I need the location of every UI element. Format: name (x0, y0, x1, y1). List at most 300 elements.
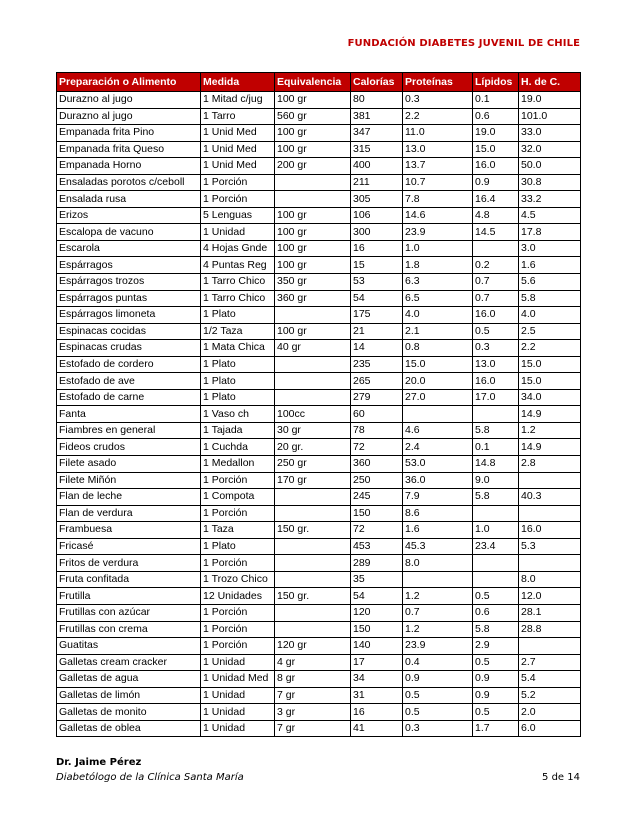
table-cell: 54 (351, 290, 403, 307)
table-row (57, 687, 581, 704)
table-cell (403, 571, 473, 588)
table-cell: 235 (351, 356, 403, 373)
table-cell: Guatitas (57, 638, 201, 655)
table-cell: 10.7 (403, 174, 473, 191)
table-cell: 1 Unid Med (201, 125, 275, 142)
table-cell: 150 (351, 621, 403, 638)
table-cell: 1 Unid Med (201, 158, 275, 175)
table-cell: 0.1 (473, 92, 519, 109)
table-cell: 0.8 (403, 340, 473, 357)
table-cell (275, 307, 351, 324)
table-cell: Galletas de limón (57, 687, 201, 704)
table-cell: Durazno al jugo (57, 108, 201, 125)
food-nutrition-table (56, 72, 581, 737)
table-row (57, 505, 581, 522)
table-cell: 16 (351, 240, 403, 257)
table-cell: 3 gr (275, 704, 351, 721)
table-cell: 23.9 (403, 638, 473, 655)
table-cell: Fiambres en general (57, 422, 201, 439)
table-cell: 1 Unidad (201, 224, 275, 241)
table-cell: 12.0 (519, 588, 581, 605)
table-cell: Empanada frita Pino (57, 125, 201, 142)
table-cell: 19.0 (519, 92, 581, 109)
table-cell: 33.0 (519, 125, 581, 142)
table-row (57, 257, 581, 274)
table-row (57, 588, 581, 605)
table-row (57, 406, 581, 423)
table-cell: 16.4 (473, 191, 519, 208)
table-cell: 41 (351, 720, 403, 737)
table-cell: 100 gr (275, 240, 351, 257)
table-cell (473, 406, 519, 423)
table-cell: 120 gr (275, 638, 351, 655)
column-header: Calorías (351, 73, 403, 92)
table-cell: 14.5 (473, 224, 519, 241)
table-cell: 0.3 (403, 720, 473, 737)
table-cell: 14.8 (473, 456, 519, 473)
table-cell: Frutillas con azúcar (57, 604, 201, 621)
table-cell: 2.8 (519, 456, 581, 473)
table-row (57, 671, 581, 688)
table-cell: Flan de leche (57, 489, 201, 506)
table-cell: 54 (351, 588, 403, 605)
table-cell (275, 356, 351, 373)
table-cell: 23.4 (473, 538, 519, 555)
table-header-row (57, 73, 581, 92)
column-header: Equivalencia (275, 73, 351, 92)
table-cell (275, 604, 351, 621)
table-cell: 15.0 (403, 356, 473, 373)
table-cell: Erizos (57, 207, 201, 224)
table-cell: 106 (351, 207, 403, 224)
table-row (57, 108, 581, 125)
table-row (57, 489, 581, 506)
table-cell: 1 Porción (201, 621, 275, 638)
table-row (57, 604, 581, 621)
table-cell: 2.4 (403, 439, 473, 456)
table-cell: 2.0 (519, 704, 581, 721)
table-row (57, 389, 581, 406)
table-cell: 53 (351, 274, 403, 291)
table-cell (519, 505, 581, 522)
table-cell: 12 Unidades (201, 588, 275, 605)
table-cell: 1 Tarro (201, 108, 275, 125)
table-cell: 78 (351, 422, 403, 439)
table-cell: 0.3 (473, 340, 519, 357)
table-cell (473, 571, 519, 588)
table-row (57, 323, 581, 340)
table-cell: 30.8 (519, 174, 581, 191)
table-cell (275, 505, 351, 522)
table-cell: 8 gr (275, 671, 351, 688)
table-cell: 100 gr (275, 207, 351, 224)
table-row (57, 92, 581, 109)
table-cell: 170 gr (275, 472, 351, 489)
table-cell: Espárragos puntas (57, 290, 201, 307)
table-body (57, 92, 581, 737)
column-header: Preparación o Alimento (57, 73, 201, 92)
table-cell: 1 Plato (201, 538, 275, 555)
table-cell: 72 (351, 522, 403, 539)
table-cell: Ensalada rusa (57, 191, 201, 208)
table-cell (473, 505, 519, 522)
table-cell: 0.5 (473, 654, 519, 671)
table-cell: 5.6 (519, 274, 581, 291)
table-cell: 23.9 (403, 224, 473, 241)
table-cell: 100 gr (275, 224, 351, 241)
table-cell: 4 Hojas Gnde (201, 240, 275, 257)
table-cell: 31 (351, 687, 403, 704)
table-cell: 1 Porción (201, 638, 275, 655)
table-cell: 0.9 (473, 671, 519, 688)
page-number: 5 de 14 (542, 772, 580, 783)
table-cell: 34 (351, 671, 403, 688)
table-row (57, 274, 581, 291)
table-cell: 16.0 (519, 522, 581, 539)
table-row (57, 141, 581, 158)
table-cell: 9.0 (473, 472, 519, 489)
column-header: Medida (201, 73, 275, 92)
table-cell: 305 (351, 191, 403, 208)
table-cell: Galletas de monito (57, 704, 201, 721)
table-cell: 0.4 (403, 654, 473, 671)
table-cell: Empanada Horno (57, 158, 201, 175)
table-cell: Empanada frita Queso (57, 141, 201, 158)
table-cell: 1.2 (403, 621, 473, 638)
table-row (57, 290, 581, 307)
table-cell: 16.0 (473, 307, 519, 324)
table-cell (275, 621, 351, 638)
table-cell: 100cc (275, 406, 351, 423)
table-cell: 17 (351, 654, 403, 671)
table-cell: Frutillas con crema (57, 621, 201, 638)
table-cell: 8.0 (403, 555, 473, 572)
table-cell: 3.0 (519, 240, 581, 257)
table-cell: 45.3 (403, 538, 473, 555)
table-cell: 1/2 Taza (201, 323, 275, 340)
table-row (57, 571, 581, 588)
table-cell: 1 Porción (201, 555, 275, 572)
table-cell: 16.0 (473, 158, 519, 175)
table-cell: Fideos crudos (57, 439, 201, 456)
table-cell: 1 Compota (201, 489, 275, 506)
table-cell: Durazno al jugo (57, 92, 201, 109)
table-cell: 0.9 (473, 687, 519, 704)
table-cell: Frambuesa (57, 522, 201, 539)
table-cell: 453 (351, 538, 403, 555)
table-cell: 6.0 (519, 720, 581, 737)
table-cell (275, 555, 351, 572)
table-cell (519, 638, 581, 655)
table-cell: 150 (351, 505, 403, 522)
table-cell: 1 Unidad Med (201, 671, 275, 688)
table-cell: Estofado de carne (57, 389, 201, 406)
table-cell: 350 gr (275, 274, 351, 291)
table-cell: 150 gr. (275, 522, 351, 539)
table-cell: 0.5 (473, 588, 519, 605)
table-cell (275, 174, 351, 191)
table-cell: 1 Porción (201, 505, 275, 522)
table-cell: 0.1 (473, 439, 519, 456)
table-cell: 60 (351, 406, 403, 423)
table-cell: 35 (351, 571, 403, 588)
table-cell: 101.0 (519, 108, 581, 125)
table-cell: Galletas de agua (57, 671, 201, 688)
table-cell (403, 406, 473, 423)
table-cell: 1.0 (473, 522, 519, 539)
table-cell: 315 (351, 141, 403, 158)
table-cell: 1 Tajada (201, 422, 275, 439)
column-header: H. de C. (519, 73, 581, 92)
table-cell: 36.0 (403, 472, 473, 489)
table-cell (275, 373, 351, 390)
table-cell: 14.9 (519, 439, 581, 456)
table-cell: 0.9 (403, 671, 473, 688)
table-cell: 17.0 (473, 389, 519, 406)
table-cell: 4 gr (275, 654, 351, 671)
table-cell: 6.3 (403, 274, 473, 291)
table-cell: 20.0 (403, 373, 473, 390)
table-cell: 560 gr (275, 108, 351, 125)
table-cell (473, 555, 519, 572)
table-cell: 1 Plato (201, 373, 275, 390)
table-cell: 1 Tarro Chico (201, 290, 275, 307)
table-row (57, 522, 581, 539)
table-cell: 20 gr. (275, 439, 351, 456)
table-cell: 13.0 (473, 356, 519, 373)
table-row (57, 555, 581, 572)
table-row (57, 638, 581, 655)
table-cell: 1 Plato (201, 389, 275, 406)
table-row (57, 472, 581, 489)
footer-author: Dr. Jaime Pérez (56, 757, 142, 768)
table-cell: 1.0 (403, 240, 473, 257)
table-cell: 0.6 (473, 604, 519, 621)
table-row (57, 207, 581, 224)
table-cell: 100 gr (275, 125, 351, 142)
table-cell: 11.0 (403, 125, 473, 142)
table-cell: 4 Puntas Reg (201, 257, 275, 274)
table-cell: 1 Mitad c/jug (201, 92, 275, 109)
table-cell (275, 571, 351, 588)
table-cell: 2.1 (403, 323, 473, 340)
table-row (57, 456, 581, 473)
table-cell: 2.5 (519, 323, 581, 340)
table-cell: Estofado de cordero (57, 356, 201, 373)
table-cell: 17.8 (519, 224, 581, 241)
table-cell: 0.6 (473, 108, 519, 125)
table-cell: 4.8 (473, 207, 519, 224)
table-cell: 27.0 (403, 389, 473, 406)
table-cell: 0.3 (403, 92, 473, 109)
table-row (57, 538, 581, 555)
table-cell: 120 (351, 604, 403, 621)
table-row (57, 654, 581, 671)
table-cell: 15.0 (519, 356, 581, 373)
table-cell: 53.0 (403, 456, 473, 473)
table-cell: 5.8 (519, 290, 581, 307)
table-row (57, 224, 581, 241)
table-cell: 1.2 (403, 588, 473, 605)
table-cell: 2.2 (519, 340, 581, 357)
table-cell: Ensaladas porotos c/ceboll (57, 174, 201, 191)
table-cell: 0.5 (473, 704, 519, 721)
table-cell: 4.0 (519, 307, 581, 324)
table-cell: 4.6 (403, 422, 473, 439)
table-cell: 1 Vaso ch (201, 406, 275, 423)
table-cell: 1.2 (519, 422, 581, 439)
table-cell: Espárragos trozos (57, 274, 201, 291)
table-row (57, 158, 581, 175)
table-cell: 360 gr (275, 290, 351, 307)
table-cell: 1 Unidad (201, 687, 275, 704)
table-cell: 1.7 (473, 720, 519, 737)
table-row (57, 720, 581, 737)
table-cell: 400 (351, 158, 403, 175)
table-cell: 8.6 (403, 505, 473, 522)
table-cell: Fritos de verdura (57, 555, 201, 572)
table-cell: 5.8 (473, 621, 519, 638)
table-cell: 4.0 (403, 307, 473, 324)
table-cell: 0.5 (403, 687, 473, 704)
table-cell: 1 Medallon (201, 456, 275, 473)
table-cell: 13.0 (403, 141, 473, 158)
table-cell: 50.0 (519, 158, 581, 175)
table-cell: 289 (351, 555, 403, 572)
table-cell: 15 (351, 257, 403, 274)
table-cell: 30 gr (275, 422, 351, 439)
footer-role: Diabetólogo de la Clínica Santa María (56, 772, 244, 783)
table-cell: 2.9 (473, 638, 519, 655)
table-cell: 279 (351, 389, 403, 406)
table-cell: Escarola (57, 240, 201, 257)
table-cell: 1 Unidad (201, 720, 275, 737)
table-cell: 100 gr (275, 141, 351, 158)
table-cell: 7 gr (275, 687, 351, 704)
table-cell: 0.7 (403, 604, 473, 621)
table-cell: 0.9 (473, 174, 519, 191)
table-row (57, 356, 581, 373)
table-cell: 0.5 (473, 323, 519, 340)
table-cell: 100 gr (275, 323, 351, 340)
table-cell: 1 Tarro Chico (201, 274, 275, 291)
table-cell: 21 (351, 323, 403, 340)
table-cell: 1 Unid Med (201, 141, 275, 158)
table-cell (275, 389, 351, 406)
table-cell: 1 Plato (201, 307, 275, 324)
table-cell (275, 489, 351, 506)
table-cell: 100 gr (275, 257, 351, 274)
table-cell: Galletas de oblea (57, 720, 201, 737)
table-cell: 347 (351, 125, 403, 142)
table-row (57, 422, 581, 439)
table-cell: 381 (351, 108, 403, 125)
table-cell: 1.6 (403, 522, 473, 539)
table-cell: 28.8 (519, 621, 581, 638)
table-cell: 300 (351, 224, 403, 241)
table-cell: Fruta confitada (57, 571, 201, 588)
table-cell: 1 Porción (201, 191, 275, 208)
table-cell: 1 Porción (201, 174, 275, 191)
table-cell: 1 Cuchda (201, 439, 275, 456)
table-cell: Espinacas cocidas (57, 323, 201, 340)
table-cell: 0.5 (403, 704, 473, 721)
table-row (57, 439, 581, 456)
table-cell: 360 (351, 456, 403, 473)
column-header: Lípidos (473, 73, 519, 92)
table-cell: 15.0 (473, 141, 519, 158)
table-cell: 5.8 (473, 422, 519, 439)
table-cell: 7.9 (403, 489, 473, 506)
table-cell: 250 (351, 472, 403, 489)
table-row (57, 191, 581, 208)
table-cell: 7 gr (275, 720, 351, 737)
table-cell: 4.5 (519, 207, 581, 224)
column-header: Proteínas (403, 73, 473, 92)
table-cell (275, 191, 351, 208)
table-row (57, 240, 581, 257)
table-cell: 33.2 (519, 191, 581, 208)
table-row (57, 174, 581, 191)
table-cell: 1 Unidad (201, 704, 275, 721)
table-cell: 1 Plato (201, 356, 275, 373)
table-cell: 0.7 (473, 274, 519, 291)
table-row (57, 125, 581, 142)
table-cell: Frutilla (57, 588, 201, 605)
table-cell: 40.3 (519, 489, 581, 506)
table-cell: Fricasé (57, 538, 201, 555)
table-cell: 1.6 (519, 257, 581, 274)
table-cell: 140 (351, 638, 403, 655)
table-cell: Filete asado (57, 456, 201, 473)
table-cell: 19.0 (473, 125, 519, 142)
table-cell: Fanta (57, 406, 201, 423)
table-cell: Filete Miñón (57, 472, 201, 489)
table-cell: 5.8 (473, 489, 519, 506)
table-cell: 5.3 (519, 538, 581, 555)
table-cell: 40 gr (275, 340, 351, 357)
table-cell: 1 Trozo Chico (201, 571, 275, 588)
table-cell: 5.2 (519, 687, 581, 704)
table-cell: Estofado de ave (57, 373, 201, 390)
table-cell: Galletas cream cracker (57, 654, 201, 671)
table-cell: 14 (351, 340, 403, 357)
table-cell: 32.0 (519, 141, 581, 158)
table-cell: 265 (351, 373, 403, 390)
table-cell: 1 Taza (201, 522, 275, 539)
table-row (57, 340, 581, 357)
table-cell: 80 (351, 92, 403, 109)
table-cell (275, 538, 351, 555)
table-cell (473, 240, 519, 257)
table-cell: 1 Mata Chica (201, 340, 275, 357)
table-cell: 34.0 (519, 389, 581, 406)
table-cell: 13.7 (403, 158, 473, 175)
table-cell: 0.7 (473, 290, 519, 307)
table-cell: Flan de verdura (57, 505, 201, 522)
table-cell: 16 (351, 704, 403, 721)
table-cell (519, 555, 581, 572)
table-cell: 7.8 (403, 191, 473, 208)
table-cell: 1 Porción (201, 604, 275, 621)
table-cell: 211 (351, 174, 403, 191)
table-cell: 0.2 (473, 257, 519, 274)
table-cell: 250 gr (275, 456, 351, 473)
table-cell: 5.4 (519, 671, 581, 688)
table-cell: Espárragos limoneta (57, 307, 201, 324)
table-cell: 5 Lenguas (201, 207, 275, 224)
table-cell: 6.5 (403, 290, 473, 307)
